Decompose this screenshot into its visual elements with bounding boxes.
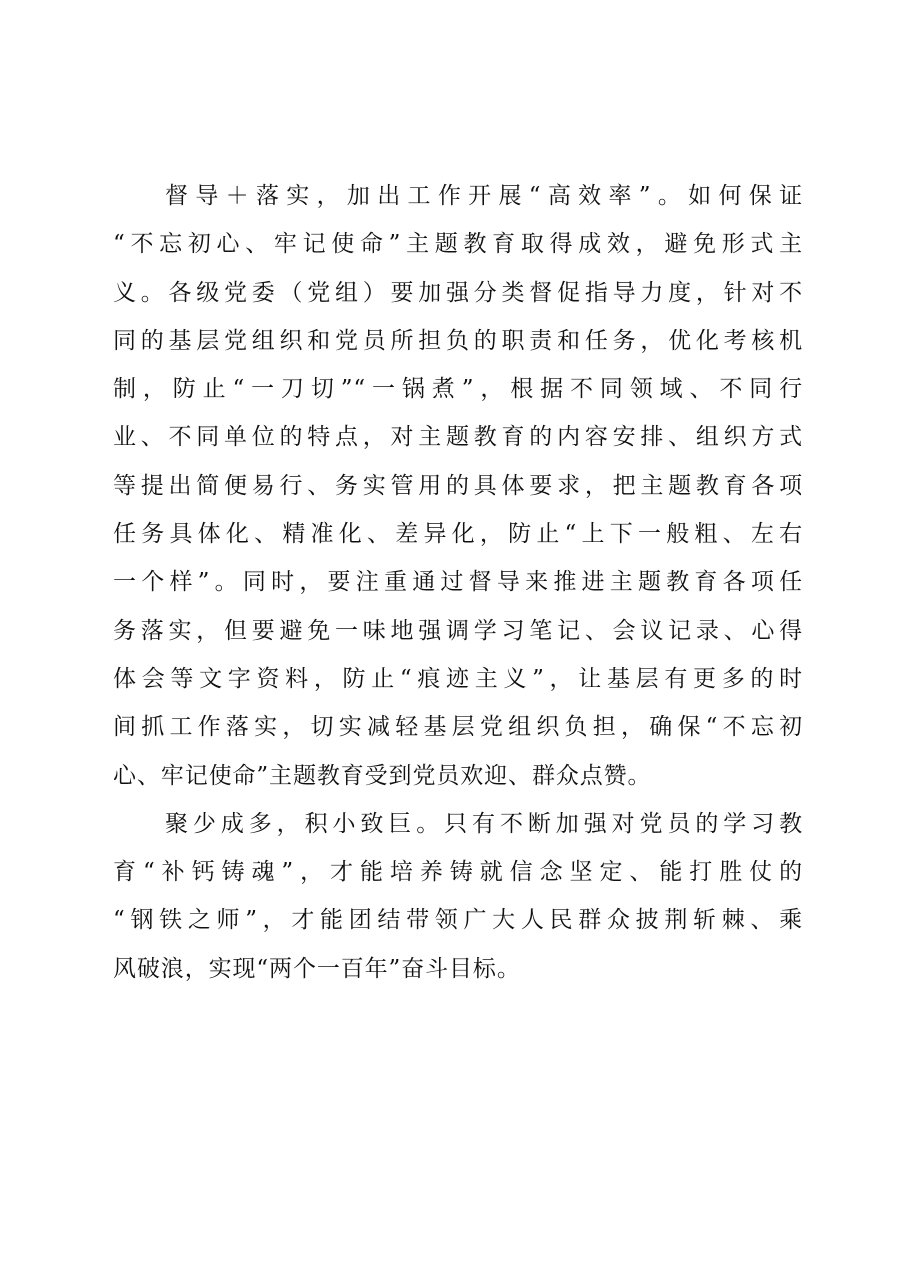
paragraph-supervision	[113, 172, 803, 800]
paragraph-line: 义。各级党委（党组）要加强分类督促指导力度，针对不	[113, 279, 803, 306]
paragraph-line: 间抓工作落实，切实减轻基层党组织负担，确保“不忘初	[113, 714, 803, 741]
paragraph-line: 一个样”。同时，要注重通过督导来推进主题教育各项任	[113, 569, 803, 596]
paragraph-line: 制，防止“一刀切”“一锅煮”，根据不同领域、不同行	[113, 376, 803, 403]
paragraph-line: 聚少成多，积小致巨。只有不断加强对党员的学习教	[165, 810, 803, 837]
paragraph-line: 任务具体化、精准化、差异化，防止“上下一般粗、左右	[113, 521, 803, 548]
paragraph-line: “不忘初心、牢记使命”主题教育取得成效，避免形式主	[113, 231, 803, 258]
paragraph-line: 督导＋落实，加出工作开展“高效率”。如何保证	[165, 183, 803, 209]
paragraph-line: 同的基层党组织和党员所担负的职责和任务，优化考核机	[113, 327, 803, 354]
paragraph-line: 业、不同单位的特点，对主题教育的内容安排、组织方式	[113, 424, 803, 451]
paragraph-line: “钢铁之师”，才能团结带领广大人民群众披荆斩棘、乘	[113, 907, 803, 934]
paragraph-line: 心、牢记使命”主题教育受到党员欢迎、群众点赞。	[113, 762, 652, 789]
paragraph-line: 等提出简便易行、务实管用的具体要求，把主题教育各项	[113, 472, 803, 499]
paragraph-line: 体会等文字资料，防止“痕迹主义”，让基层有更多的时	[113, 665, 803, 692]
body-text	[113, 172, 803, 993]
paragraph-line: 育“补钙铸魂”，才能培养铸就信念坚定、能打胜仗的	[113, 859, 803, 886]
paragraph-line: 风破浪，实现“两个一百年”奋斗目标。	[113, 955, 521, 982]
paragraph-line: 务落实，但要避免一味地强调学习笔记、会议记录、心得	[113, 617, 803, 644]
paragraph-conclusion	[113, 800, 803, 993]
